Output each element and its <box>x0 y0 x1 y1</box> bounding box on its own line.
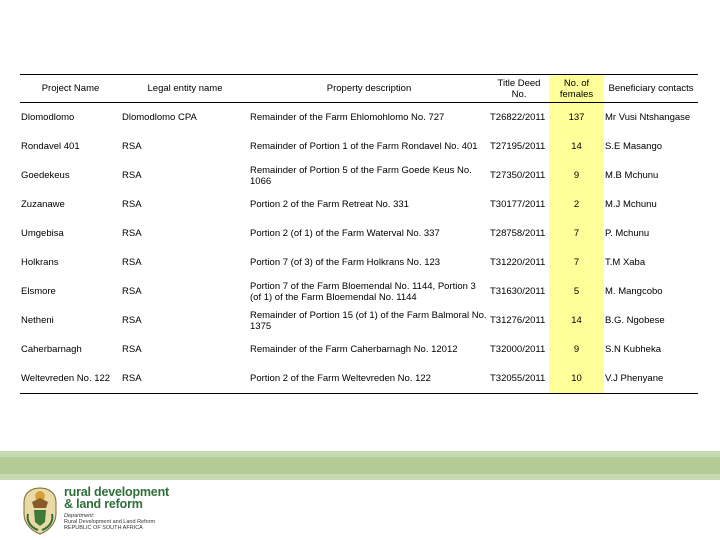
cell-beneficiary: Mr Vusi Ntshangase <box>605 112 691 123</box>
cell-females: 14 <box>549 306 604 335</box>
cell-legal-entity: RSA <box>122 373 142 384</box>
cell-property-description: Portion 2 of the Farm Retreat No. 331 <box>250 199 409 210</box>
table-row <box>20 103 698 133</box>
table-row <box>20 335 698 364</box>
footer-band-stripe <box>0 457 720 474</box>
cell-beneficiary: M. Mangcobo <box>605 286 663 297</box>
cell-beneficiary: B.G. Ngobese <box>605 315 665 326</box>
cell-legal-entity: RSA <box>122 228 142 239</box>
cell-property-description: Remainder of Portion 1 of the Farm Rondavel No. 401 <box>250 141 478 152</box>
cell-project-name: Caherbarnagh <box>21 344 82 355</box>
cell-property-description: Remainder of Portion 15 (of 1) of the Farm Balmoral No. 1375 <box>250 309 487 332</box>
brand-line-2: & land reform <box>64 497 143 511</box>
cell-property-description: Portion 2 (of 1) of the Farm Waterval No. 337 <box>250 228 440 239</box>
header-title-deed: Title Deed No. <box>497 77 541 100</box>
cell-females: 10 <box>549 364 604 394</box>
cell-project-name: Goedekeus <box>21 170 70 181</box>
cell-legal-entity: RSA <box>122 141 142 152</box>
table-header-row <box>20 75 698 103</box>
coat-of-arms-icon <box>20 484 60 536</box>
cell-title-deed: T31630/2011 <box>490 286 546 297</box>
cell-property-description: Remainder of the Farm Ehlomohlomo No. 727 <box>250 112 445 123</box>
cell-legal-entity: Dlomodlomo CPA <box>122 112 197 123</box>
cell-project-name: Umgebisa <box>21 228 64 239</box>
header-property-description: Property description <box>326 83 412 94</box>
table-row <box>20 364 698 394</box>
department-label: Department: <box>64 513 95 519</box>
cell-beneficiary: S.E Masango <box>605 141 663 152</box>
cell-beneficiary: M.J Mchunu <box>605 199 657 210</box>
table-row <box>20 161 698 190</box>
cell-females: 7 <box>549 219 604 248</box>
header-legal-entity: Legal entity name <box>147 83 223 94</box>
cell-females: 7 <box>549 248 604 277</box>
country-name: REPUBLIC OF SOUTH AFRICA <box>64 525 143 531</box>
cell-title-deed: T27350/2011 <box>490 170 546 181</box>
cell-legal-entity: RSA <box>122 286 142 297</box>
cell-property-description: Portion 7 of the Farm Bloemendal No. 1144, Portion 3 (of 1) of the Farm Bloemendal No. 1144 <box>250 280 476 303</box>
header-beneficiary: Beneficiary contacts <box>608 83 694 94</box>
cell-project-name: Weltevreden No. 122 <box>21 373 111 384</box>
footer-band <box>0 451 720 480</box>
cell-title-deed: T32055/2011 <box>490 373 546 384</box>
cell-legal-entity: RSA <box>122 170 142 181</box>
table-row <box>20 306 698 335</box>
cell-project-name: Holkrans <box>21 257 59 268</box>
cell-title-deed: T31276/2011 <box>490 315 546 326</box>
cell-females: 137 <box>549 103 604 133</box>
cell-project-name: Elsmore <box>21 286 56 297</box>
cell-females: 2 <box>549 190 604 219</box>
cell-property-description: Portion 2 of the Farm Weltevreden No. 122 <box>250 373 431 384</box>
header-females: No. of females <box>549 75 604 103</box>
department-name: Rural Development and Land Reform <box>64 519 156 525</box>
cell-project-name: Rondavel 401 <box>21 141 80 152</box>
cell-property-description: Portion 7 (of 3) of the Farm Holkrans No. 123 <box>250 257 441 268</box>
cell-females: 9 <box>549 335 604 364</box>
table-row <box>20 277 698 306</box>
table-row <box>20 132 698 161</box>
cell-legal-entity: RSA <box>122 257 142 268</box>
cell-title-deed: T31220/2011 <box>490 257 546 268</box>
cell-title-deed: T27195/2011 <box>490 141 546 152</box>
cell-legal-entity: RSA <box>122 199 142 210</box>
table-row <box>20 219 698 248</box>
table-body <box>20 103 698 394</box>
department-logo <box>20 484 220 536</box>
brand-text <box>64 486 214 531</box>
cell-project-name: Dlomodlomo <box>21 112 75 123</box>
data-table-container <box>20 74 698 394</box>
cell-females: 14 <box>549 132 604 161</box>
cell-beneficiary: S.N Kubheka <box>605 344 661 355</box>
cell-title-deed: T30177/2011 <box>490 199 546 210</box>
brand-line-1: rural development <box>64 485 169 499</box>
cell-beneficiary: T.M Xaba <box>605 257 646 268</box>
cell-title-deed: T28758/2011 <box>490 228 546 239</box>
cell-females: 5 <box>549 277 604 306</box>
cell-title-deed: T26822/2011 <box>490 112 546 123</box>
cell-title-deed: T32000/2011 <box>490 344 546 355</box>
cell-project-name: Netheni <box>21 315 54 326</box>
cell-beneficiary: P. Mchunu <box>605 228 650 239</box>
cell-property-description: Remainder of Portion 5 of the Farm Goede Keus No. 1066 <box>250 164 472 187</box>
cell-project-name: Zuzanawe <box>21 199 65 210</box>
table-row <box>20 190 698 219</box>
cell-beneficiary: M.B Mchunu <box>605 170 659 181</box>
cell-property-description: Remainder of the Farm Caherbarnagh No. 12012 <box>250 344 458 355</box>
cell-legal-entity: RSA <box>122 344 142 355</box>
table-row <box>20 248 698 277</box>
cell-females: 9 <box>549 161 604 190</box>
cell-legal-entity: RSA <box>122 315 142 326</box>
projects-table <box>20 74 698 394</box>
cell-beneficiary: V.J Phenyane <box>605 373 664 384</box>
header-project-name: Project Name <box>41 83 100 94</box>
